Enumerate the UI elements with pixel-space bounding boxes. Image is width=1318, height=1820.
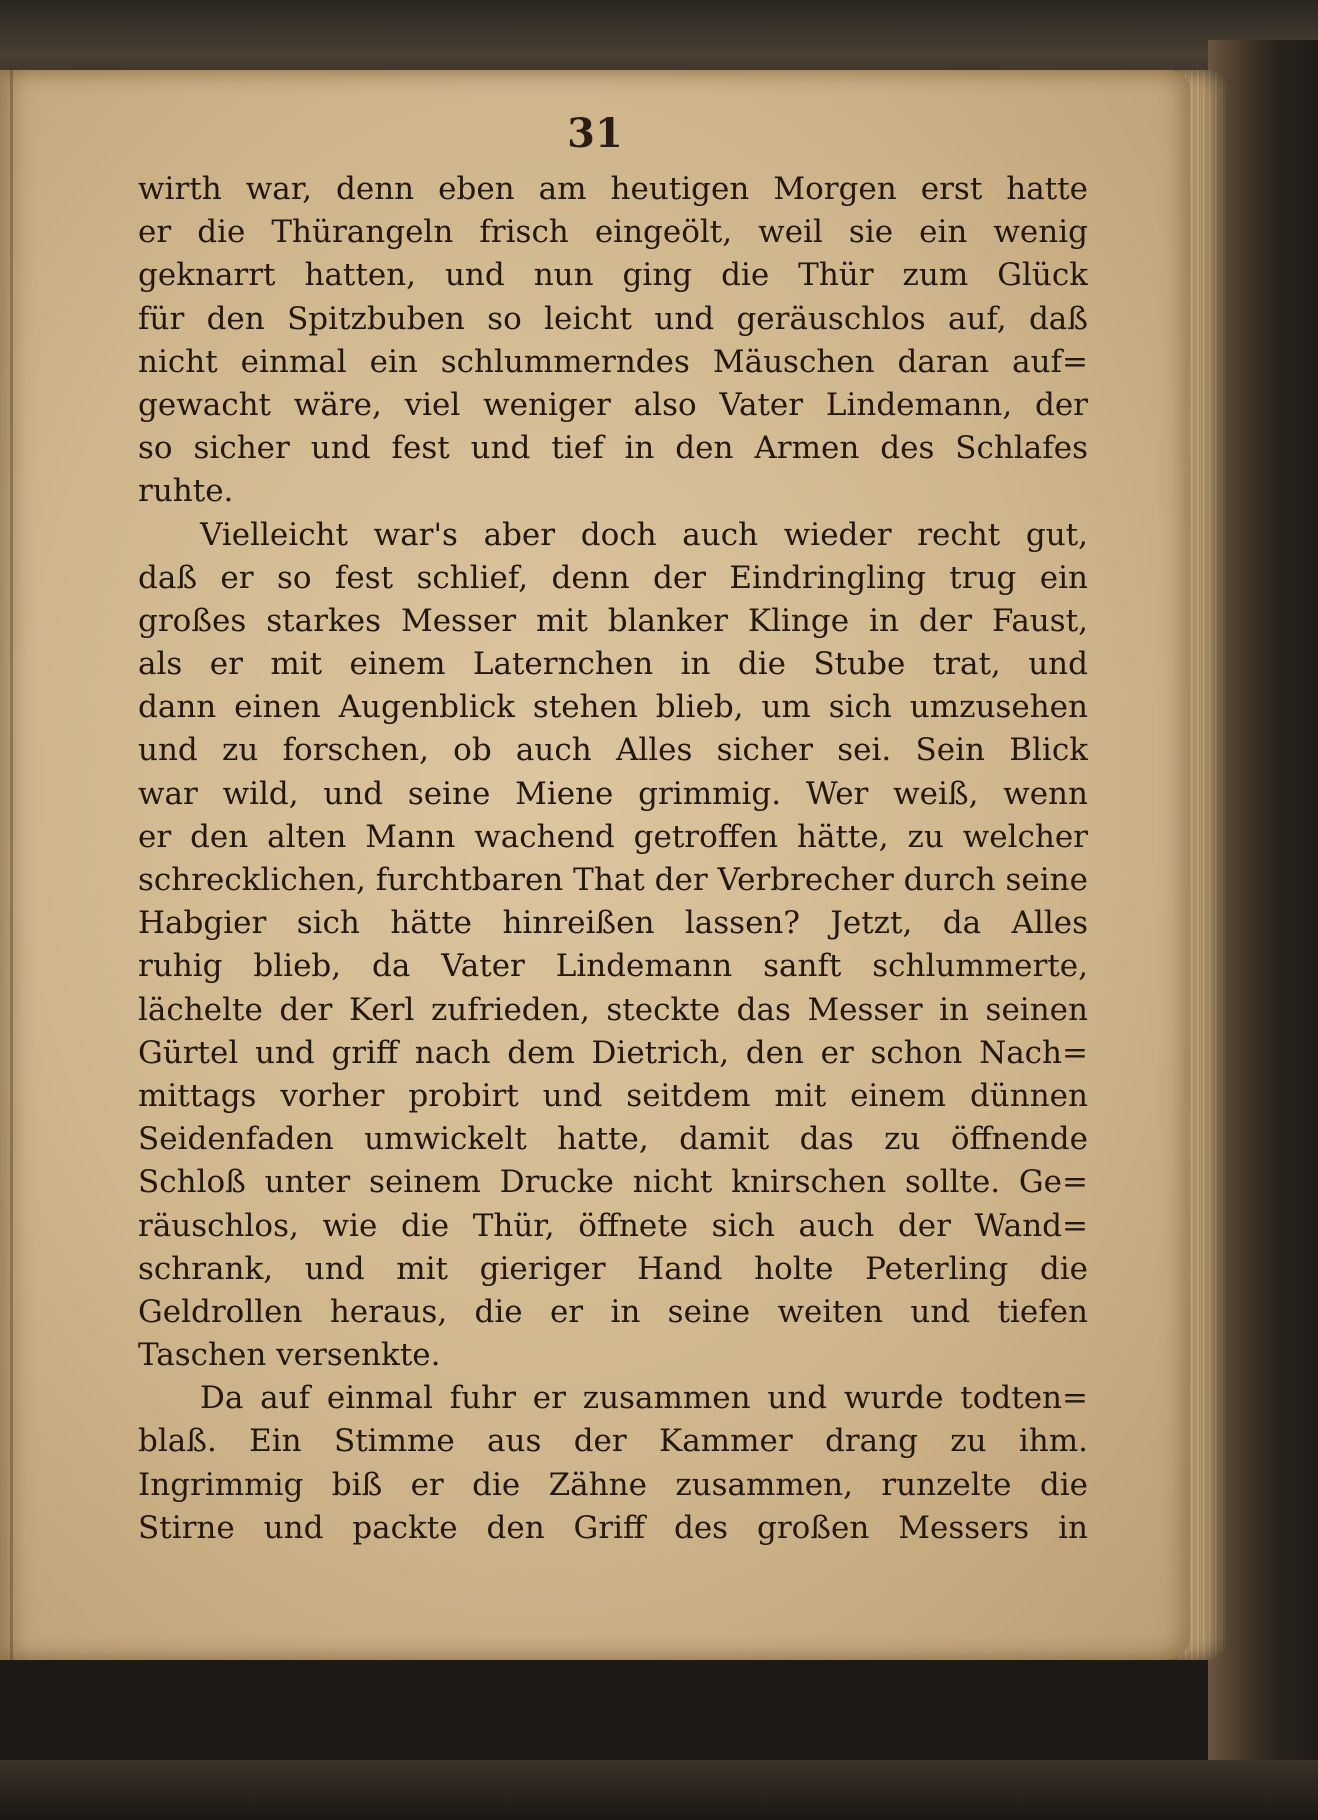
text-line: Geldrollen heraus, die er in seine weiten und tiefen: [138, 1293, 1088, 1330]
text-line: blaß. Ein Stimme aus der Kammer drang zu ihm.: [138, 1423, 1088, 1460]
text-line: schrecklichen, furchtbaren That der Verbrecher durch seine: [138, 862, 1088, 898]
text-line: Seidenfaden umwickelt hatte, damit das zu öffnende: [138, 1121, 1088, 1158]
book-cover-top: [0, 0, 1318, 80]
body-text: [138, 168, 1088, 1550]
text-line: Gürtel und griff nach dem Dietrich, den er schon Nach=: [138, 1034, 1088, 1071]
text-line: gewacht wäre, viel weniger also Vater Lindemann, der: [138, 386, 1088, 423]
book-cover-bottom: [0, 1760, 1318, 1820]
text-line: für den Spitzbuben so leicht und geräuschlos auf, daß: [138, 300, 1088, 337]
text-line: großes starkes Messer mit blanker Klinge in der Faust,: [138, 602, 1088, 639]
text-line: Stirne und packte den Griff des großen Messers in: [138, 1509, 1088, 1546]
text-line: und zu forschen, ob auch Alles sicher sei. Sein Blick: [138, 732, 1088, 769]
text-line: geknarrt hatten, und nun ging die Thür zum Glück: [138, 257, 1088, 294]
text-line: Taschen versenkte.: [138, 1337, 441, 1374]
text-line: als er mit einem Laternchen in die Stube trat, und: [138, 646, 1088, 683]
text-line: Habgier sich hätte hinreißen lassen? Jetzt, da Alles: [138, 905, 1088, 942]
text-line: mittags vorher probirt und seitdem mit einem dünnen: [138, 1077, 1088, 1114]
text-line: lächelte der Kerl zufrieden, steckte das Messer in seinen: [138, 991, 1088, 1028]
page-number: 31: [567, 110, 623, 157]
text-line: daß er so fest schlief, denn der Eindringling trug ein: [138, 559, 1088, 596]
text-line: Ingrimmig biß er die Zähne zusammen, runzelte die: [138, 1466, 1088, 1503]
book-page: [0, 70, 1190, 1660]
text-line: er den alten Mann wachend getroffen hätte, zu welcher: [138, 818, 1088, 855]
text-line: dann einen Augenblick stehen blieb, um sich umzusehen: [138, 689, 1088, 726]
text-line: räuschlos, wie die Thür, öffnete sich auch der Wand=: [138, 1207, 1088, 1244]
text-line: Vielleicht war's aber doch auch wieder recht gut,: [200, 516, 1088, 553]
text-line: Schloß unter seinem Drucke nicht knirschen sollte. Ge=: [138, 1164, 1088, 1201]
text-line: schrank, und mit gieriger Hand holte Peterling die: [138, 1250, 1088, 1287]
text-line: ruhig blieb, da Vater Lindemann sanft schlummerte,: [138, 948, 1088, 985]
text-line: wirth war, denn eben am heutigen Morgen erst hatte: [138, 171, 1088, 207]
text-line: Da auf einmal fuhr er zusammen und wurde todten=: [200, 1380, 1088, 1417]
text-line: ruhte.: [138, 473, 234, 510]
text-line: war wild, und seine Miene grimmig. Wer weiß, wenn: [138, 775, 1088, 812]
text-line: nicht einmal ein schlummerndes Mäuschen daran auf=: [138, 343, 1088, 380]
text-line: er die Thürangeln frisch eingeölt, weil sie ein wenig: [138, 214, 1088, 251]
text-line: so sicher und fest und tief in den Armen des Schlafes: [138, 430, 1088, 467]
gutter: [10, 70, 13, 1660]
